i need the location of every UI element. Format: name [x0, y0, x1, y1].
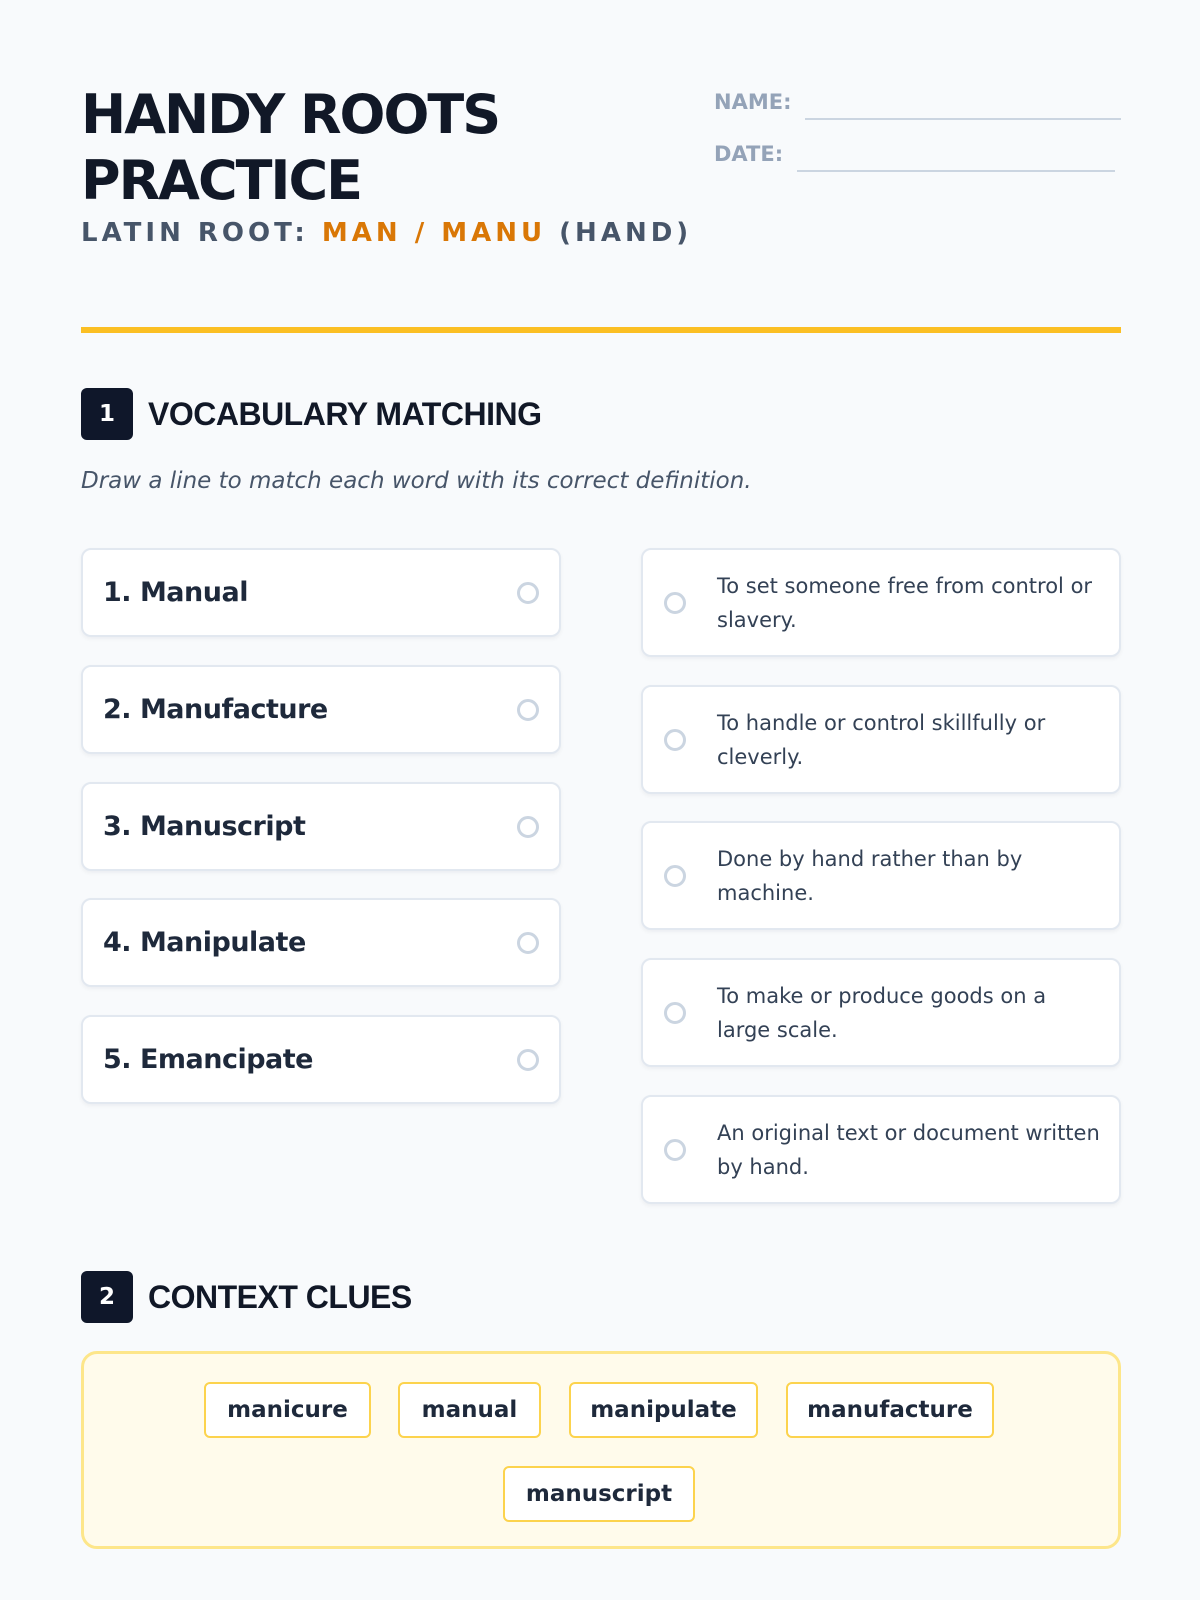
definition-text: To set someone free from control or slavery. [717, 573, 1093, 632]
matching-instructions: Draw a line to match each word with its correct definition. [81, 468, 752, 494]
section-context-heading [81, 1271, 412, 1323]
section-number-badge: 1 [81, 388, 133, 440]
word-label: 5. Emancipate [103, 1044, 313, 1075]
subtitle-prefix: LATIN ROOT: [81, 218, 322, 248]
definition-text: Done by hand rather than by machine. [717, 846, 1023, 905]
connector-dot-icon[interactable] [664, 865, 686, 887]
word-label: 2. Manufacture [103, 694, 328, 725]
connector-dot-icon[interactable] [664, 1002, 686, 1024]
page-subtitle [81, 218, 692, 248]
date-label: DATE: [714, 142, 784, 166]
word-card[interactable] [81, 1015, 561, 1104]
header-divider [81, 327, 1121, 333]
connector-dot-icon[interactable] [517, 932, 539, 954]
word-bank [81, 1351, 1121, 1549]
word-bank-chip[interactable]: manuscript [503, 1466, 695, 1522]
subtitle-suffix: (HAND) [546, 218, 693, 248]
connector-dot-icon[interactable] [517, 582, 539, 604]
definition-text: To make or produce goods on a large scale. [717, 983, 1047, 1042]
word-card[interactable] [81, 782, 561, 871]
page-title: HANDY ROOTS PRACTICE [81, 83, 500, 212]
definition-text: An original text or document written by hand. [717, 1120, 1100, 1179]
connector-dot-icon[interactable] [517, 1049, 539, 1071]
date-line[interactable] [797, 170, 1115, 172]
name-line[interactable] [805, 118, 1121, 120]
connector-dot-icon[interactable] [517, 699, 539, 721]
worksheet-page [81, 0, 1121, 1600]
word-card[interactable] [81, 898, 561, 987]
section-title: VOCABULARY MATCHING [148, 395, 542, 432]
connector-dot-icon[interactable] [664, 1139, 686, 1161]
section-number-badge: 2 [81, 1271, 133, 1323]
definition-card[interactable] [641, 958, 1121, 1067]
subtitle-root: MAN / MANU [321, 218, 547, 248]
definition-card[interactable] [641, 821, 1121, 930]
connector-dot-icon[interactable] [664, 729, 686, 751]
date-field[interactable] [714, 132, 1115, 172]
section-title: CONTEXT CLUES [148, 1278, 412, 1315]
name-label: NAME: [714, 90, 792, 114]
word-label: 1. Manual [103, 577, 248, 608]
definition-card[interactable] [641, 548, 1121, 657]
definition-card[interactable] [641, 1095, 1121, 1204]
name-field[interactable] [714, 80, 1121, 120]
word-bank-chip[interactable]: manual [398, 1382, 541, 1438]
section-vocabulary-heading [81, 388, 541, 440]
connector-dot-icon[interactable] [517, 816, 539, 838]
word-card[interactable] [81, 665, 561, 754]
word-bank-chip[interactable]: manicure [204, 1382, 371, 1438]
word-bank-chip[interactable]: manipulate [569, 1382, 758, 1438]
word-card[interactable] [81, 548, 561, 637]
definition-text: To handle or control skillfully or cleverly. [717, 710, 1046, 769]
word-bank-chip[interactable]: manufacture [786, 1382, 994, 1438]
connector-dot-icon[interactable] [664, 592, 686, 614]
definition-card[interactable] [641, 685, 1121, 794]
word-label: 3. Manuscript [103, 811, 306, 842]
word-label: 4. Manipulate [103, 927, 306, 958]
